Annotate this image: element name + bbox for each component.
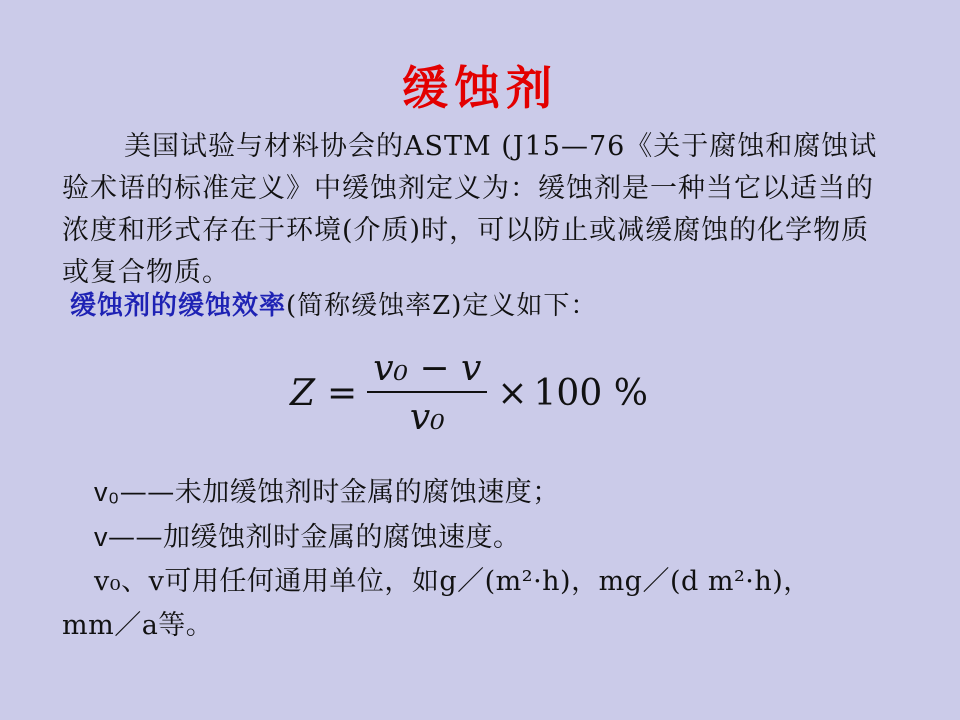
formula-fraction (367, 348, 487, 438)
def-v-symbol: v (94, 522, 108, 552)
def-v0-text: ——未加缓蚀剂时金属的腐蚀速度； (119, 477, 560, 508)
efficiency-label: 缓蚀剂的缓蚀效率 (70, 291, 287, 321)
slide-title: 缓蚀剂 (402, 61, 558, 115)
def-v0-symbol: v₀ (94, 477, 120, 507)
def-v-text: ——加缓蚀剂时金属的腐蚀速度。 (108, 522, 521, 553)
variable-definitions (62, 470, 912, 648)
def-v (62, 515, 912, 560)
formula-lhs: Z (290, 372, 316, 414)
formula-denominator: v₀ (409, 397, 445, 438)
formula-factor: 100 % (533, 372, 648, 414)
efficiency-definition (70, 286, 597, 326)
formula-times: × (497, 372, 528, 414)
efficiency-rest: (简称缓蚀率Z)定义如下： (286, 291, 598, 321)
efficiency-formula (290, 348, 648, 438)
def-v0 (62, 470, 912, 515)
units-line-1: v₀、v可用任何通用单位，如g／(m²·h)，mg／(d m²·h)， (94, 566, 811, 597)
formula-numerator: v₀ − v (367, 348, 487, 393)
formula-equals: = (327, 372, 358, 414)
definition-paragraph: 美国试验与材料协会的ASTM (J15—76《关于腐蚀和腐蚀试验术语的标准定义》中缓蚀剂定义为：缓蚀剂是一种当它以适当的浓度和形式存在于环境(介质)时，可以防止或减缓腐蚀的化学物质或复合物质。 (62, 131, 878, 288)
units-line-2: mm／a等。 (62, 610, 214, 641)
